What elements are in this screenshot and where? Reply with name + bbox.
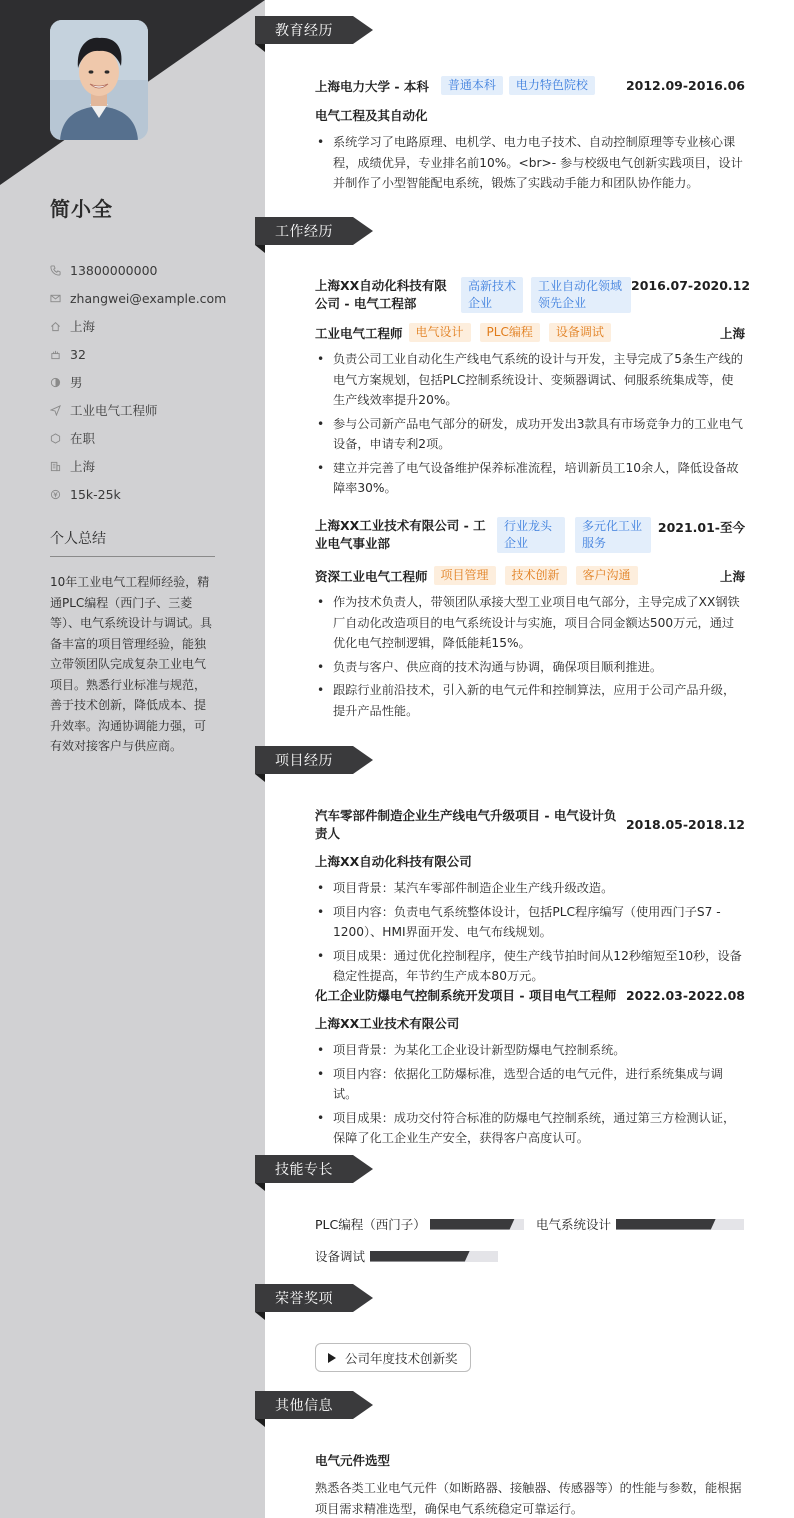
info-phone <box>50 256 226 284</box>
project-title: 汽车零部件制造企业生产线电气升级项目 - 电气设计负责人 <box>315 808 617 841</box>
work-date: 2021.01-至今 <box>657 520 745 535</box>
status-icon <box>50 433 70 444</box>
send-icon <box>50 405 70 416</box>
work-bullets <box>315 349 745 499</box>
info-age <box>50 340 226 368</box>
summary-title: 个人总结 <box>50 528 215 557</box>
awards-list <box>315 1343 745 1372</box>
project-bullet: • 项目背景：为某化工企业设计新型防爆电气控制系统。 <box>315 1040 745 1061</box>
section-title-other: 其他信息 <box>275 1398 333 1414</box>
project-bullet: • 项目成果：成功交付符合标准的防爆电气控制系统，通过第三方检测认证，保障了化工企业生产安全，获得客户高度认可。 <box>315 1108 745 1149</box>
education-tag: 普通本科 <box>441 76 503 95</box>
project-entry <box>315 986 745 1152</box>
section-header-skills <box>255 1155 353 1183</box>
other-info <box>315 1451 745 1518</box>
section-header-projects <box>255 746 353 774</box>
work-bullet: • 建立并完善了电气设备维护保养标准流程，培训新员工10余人，降低设备故障率30%。 <box>315 458 745 499</box>
work-role: 资深工业电气工程师 <box>315 568 428 584</box>
section-tag <box>255 217 353 245</box>
skills-list <box>315 1215 745 1265</box>
education-tag: 电力特色院校 <box>509 76 595 95</box>
project-title: 化工企业防爆电气控制系统开发项目 - 项目电气工程师 <box>315 988 617 1003</box>
project-bullet: • 项目成果：通过优化控制程序，使生产线节拍时间从12秒缩短至10秒，设备稳定性提高，年节约生产成本80万元。 <box>315 946 745 987</box>
building-icon <box>50 461 70 472</box>
skill-name: PLC编程（西门子） <box>315 1217 426 1232</box>
project-bullet: • 项目背景：某汽车零部件制造企业生产线升级改造。 <box>315 878 745 899</box>
work-skill-tag: 技术创新 <box>505 566 567 585</box>
work-company-tag: 行业龙头企业 <box>497 517 565 553</box>
info-salary-text: 15k-25k <box>70 486 121 502</box>
skill-level-fill <box>616 1219 716 1230</box>
info-city-text: 上海 <box>70 459 96 474</box>
section-tag <box>255 1391 353 1419</box>
award-label: 公司年度技术创新奖 <box>345 1350 458 1366</box>
project-date: 2022.03-2022.08 <box>625 987 745 1003</box>
other-text: 熟悉各类工业电气元件（如断路器、接触器、传感器等）的性能与参数，能根据项目需求精准选型，确保电气系统稳定可靠运行。 <box>315 1481 742 1516</box>
section-tag <box>255 1284 353 1312</box>
work-company-tag: 工业自动化领域领先企业 <box>531 277 631 313</box>
education-major: 电气工程及其自动化 <box>315 108 428 123</box>
work-bullet: • 参与公司新产品电气部分的研发，成功开发出3款具有市场竞争力的工业电气设备，申请专利2项。 <box>315 414 745 455</box>
work-city: 上海 <box>719 568 745 584</box>
info-job <box>50 396 226 424</box>
work-company: 上海XX自动化科技有限公司 - 电气工程部 <box>315 278 447 311</box>
education-school: 上海电力大学 - 本科 <box>315 78 429 94</box>
section-tag <box>255 16 353 44</box>
award-item[interactable] <box>315 1343 471 1372</box>
project-bullets <box>315 878 745 987</box>
skill-level-fill <box>370 1251 470 1262</box>
skill-name: 电气系统设计 <box>536 1217 612 1232</box>
info-location <box>50 312 226 340</box>
work-bullet: • 跟踪行业前沿技术，引入新的电气元件和控制算法，应用于公司产品升级，提升产品性能。 <box>315 680 745 721</box>
project-bullet: • 项目内容：负责电气系统整体设计，包括PLC程序编写（使用西门子S7 - 1200）、HMI界面开发、电气布线规划。 <box>315 902 745 943</box>
section-tag <box>255 746 353 774</box>
info-email-text: zhangwei@example.com <box>70 290 227 306</box>
other-title: 电气元件选型 <box>315 1453 391 1468</box>
project-bullet: • 项目内容：依据化工防爆标准，选型合适的电气元件，进行系统集成与调试。 <box>315 1064 745 1105</box>
work-bullets <box>315 592 745 721</box>
section-title-projects: 项目经历 <box>275 753 333 769</box>
section-header-work <box>255 217 353 245</box>
project-entry <box>315 806 745 990</box>
work-entry <box>315 517 745 724</box>
skill-level-fill <box>430 1219 515 1230</box>
work-skill-tag: 客户沟通 <box>576 566 638 585</box>
work-date: 2016.07-2020.12 <box>631 278 751 293</box>
work-bullet: • 作为技术负责人，带领团队承接大型工业项目电气部分，主导完成了XX钢铁厂自动化改造项目的电气系统设计与实施，项目合同金额达500万元，通过优化电气控制逻辑，降低能耗15%。 <box>315 592 745 654</box>
section-title-awards: 荣誉奖项 <box>275 1291 333 1307</box>
education-bullets <box>315 132 745 194</box>
info-status <box>50 424 226 452</box>
work-skill-tag: 电气设计 <box>409 323 471 342</box>
info-city <box>50 452 226 480</box>
work-company-tag: 高新技术企业 <box>461 277 523 313</box>
info-phone-text: 13800000000 <box>70 262 158 278</box>
work-bullet: • 负责与客户、供应商的技术沟通与协调，确保项目顺利推进。 <box>315 657 745 678</box>
education-date: 2012.09-2016.06 <box>625 78 745 93</box>
info-email <box>50 284 226 312</box>
info-job-text: 工业电气工程师 <box>70 403 158 418</box>
work-city: 上海 <box>719 325 745 341</box>
info-salary <box>50 480 226 508</box>
skill-bar <box>370 1251 498 1262</box>
project-bullets <box>315 1040 745 1149</box>
phone-icon <box>50 265 70 276</box>
candidate-name: 简小全 <box>50 197 113 221</box>
work-skill-tag: PLC编程 <box>480 323 540 342</box>
info-location-text: 上海 <box>70 319 96 334</box>
home-icon <box>50 321 70 332</box>
info-status-text: 在职 <box>70 431 96 446</box>
work-entry <box>315 277 751 502</box>
work-role: 工业电气工程师 <box>315 325 403 341</box>
gender-icon <box>50 377 70 388</box>
skill-bar <box>616 1219 744 1230</box>
section-title-skills: 技能专长 <box>275 1162 333 1178</box>
contact-info-list <box>50 256 226 508</box>
avatar <box>50 20 148 140</box>
section-title-education: 教育经历 <box>275 23 333 39</box>
section-header-other <box>255 1391 353 1419</box>
work-bullet: • 负责公司工业自动化生产线电气系统的设计与开发，主导完成了5条生产线的电气方案规划，包括PLC控制系统设计、变频器调试、伺服系统集成等，使生产线效率提升20%。 <box>315 349 745 411</box>
mail-icon <box>50 293 70 304</box>
education-bullet: • 系统学习了电路原理、电机学、电力电子技术、自动控制原理等专业核心课程，成绩优异，专业排名前10%。<br>- 参与校级电气创新实践项目，设计并制作了小型智能配电系统，锻炼了实践动手能力和团队协作能力。 <box>315 132 745 194</box>
education-entry <box>315 76 745 197</box>
section-title-work: 工作经历 <box>275 224 333 240</box>
avatar-photo <box>50 20 148 140</box>
play-icon <box>328 1353 336 1363</box>
work-company: 上海XX工业技术有限公司 - 工业电气事业部 <box>315 518 486 551</box>
work-company-tag: 多元化工业服务 <box>575 517 651 553</box>
section-tag <box>255 1155 353 1183</box>
work-skill-tag: 项目管理 <box>434 566 496 585</box>
info-age-text: 32 <box>70 346 86 362</box>
section-header-education <box>255 16 353 44</box>
age-icon <box>50 349 70 360</box>
section-header-awards <box>255 1284 353 1312</box>
sidebar <box>0 0 265 1518</box>
info-gender <box>50 368 226 396</box>
project-company: 上海XX自动化科技有限公司 <box>315 854 472 869</box>
skill-name: 设备调试 <box>315 1249 366 1264</box>
project-company: 上海XX工业技术有限公司 <box>315 1016 460 1031</box>
salary-icon <box>50 489 70 500</box>
info-gender-text: 男 <box>70 375 83 390</box>
work-skill-tag: 设备调试 <box>549 323 611 342</box>
project-date: 2018.05-2018.12 <box>625 816 745 832</box>
summary-text: 10年工业电气工程师经验，精通PLC编程（西门子、三菱等）、电气系统设计与调试。具备丰富的项目管理经验，能独立带领团队完成复杂工业电气项目。熟悉行业标准与规范，善于技术创新，降低成本、提升效率。沟通协调能力强，可有效对接客户与供应商。 <box>50 575 213 753</box>
skill-bar <box>430 1219 524 1230</box>
